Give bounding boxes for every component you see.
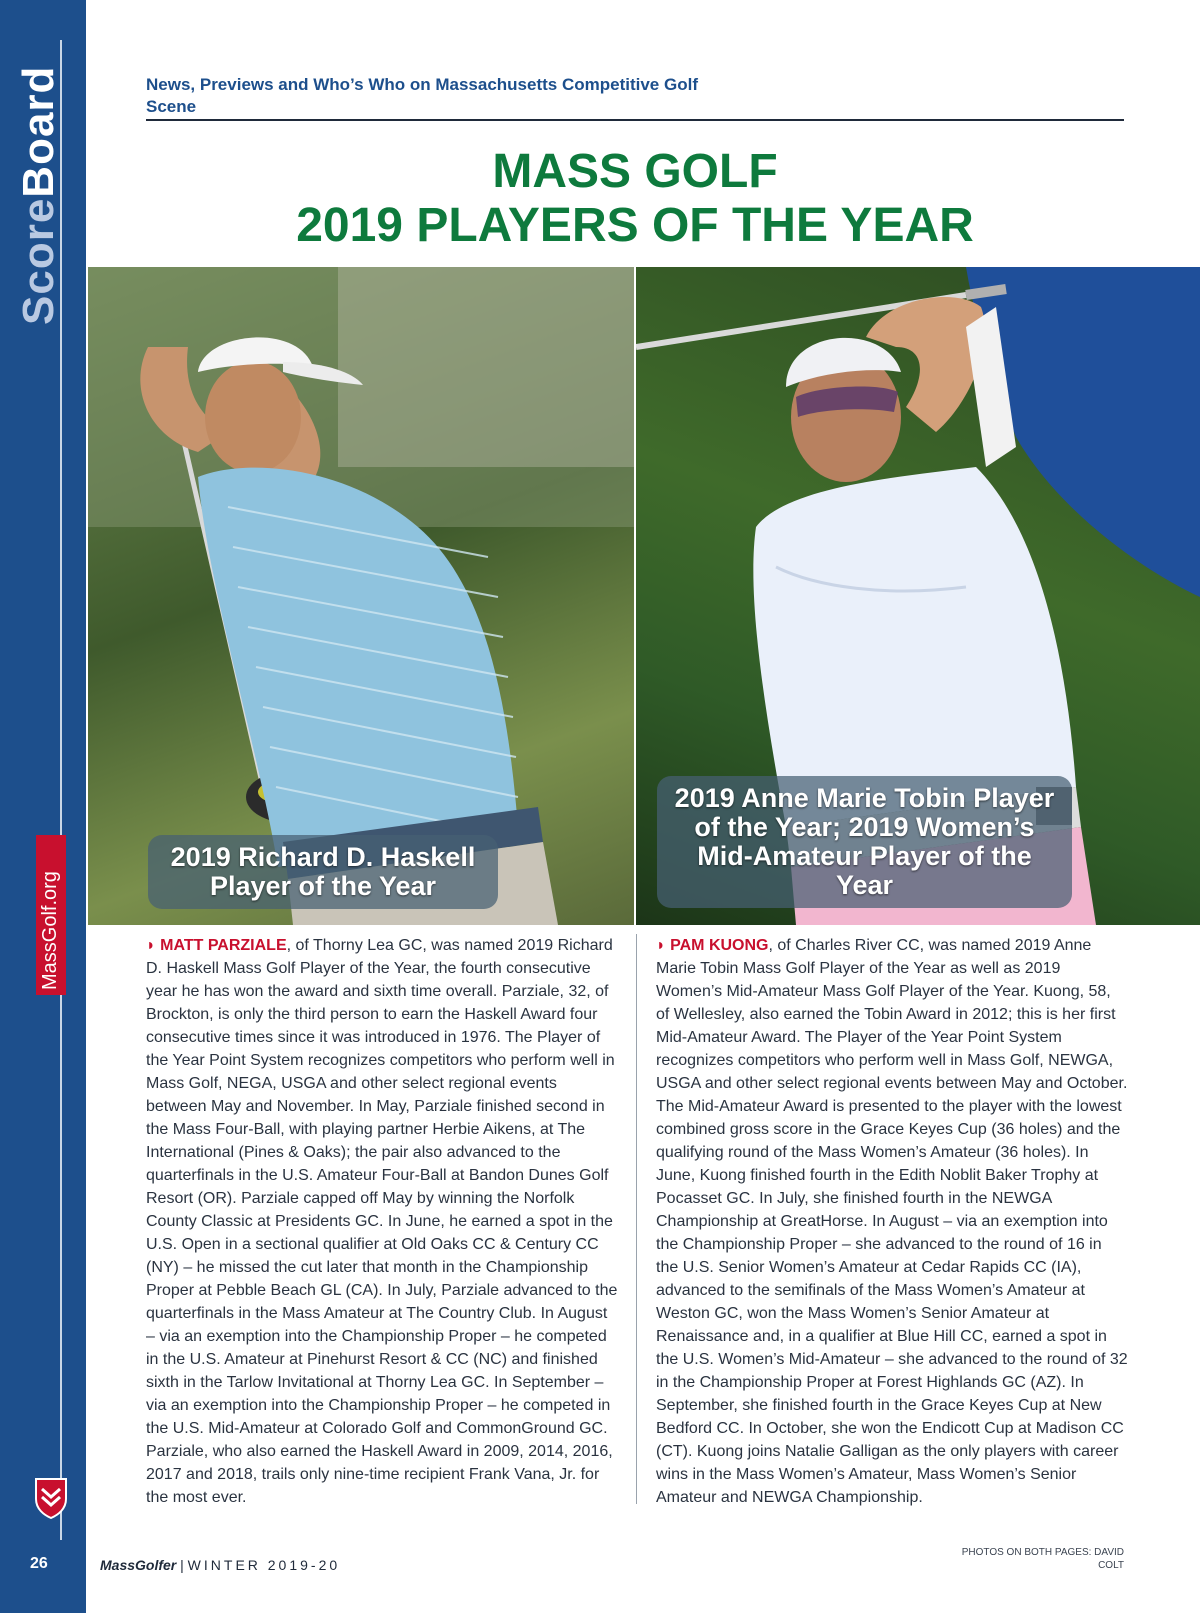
bullet-arrow-icon: ◗ (146, 937, 156, 954)
headline-line-2: 2019 PLAYERS OF THE YEAR (296, 199, 974, 252)
website-url-tab[interactable] (36, 835, 66, 995)
column-divider (636, 934, 637, 1504)
section-spine (0, 0, 86, 1613)
magazine-name: MassGolfer (100, 1557, 177, 1573)
caption-haskell-award: 2019 Richard D. Haskell Player of the Year (148, 835, 498, 909)
magazine-footer (100, 1557, 340, 1573)
article-kuong (656, 934, 1128, 1509)
website-url[interactable]: MassGolf.org (39, 871, 61, 990)
page-headline (146, 145, 1124, 253)
article-text: , of Charles River CC, was named 2019 Anne Marie Tobin Mass Golf Player of the Year as well as 2019 Women’s Mid-Amateur Mass Golf Player of the Year. Kuong, 58, of Wellesley, also earned the Tobin Award in 2012; this is her first Mid-Amateur Award. The Player of the Year Point System recognizes competitors who perform well in Mass Golf, NEWGA, USGA and other select regional events between May and October. The Mid-Amateur Award is presented to the player with the lowest combined gross score in the Grace Keyes Cup (36 holes) and the qualifying round of the Mass Women’s Amateur (36 holes). In June, Kuong finished fourth in the Edith Noblit Baker Trophy at Pocasset GC. In July, she finished fourth in the NEWGA Championship at GreatHorse. In August – via an exemption into the Championship Proper – she advanced to the round of 16 in the U.S. Senior Women’s Amateur at Cedar Rapids CC (IA), advanced to the semifinals of the Mass Women’s Amateur at Weston GC, won the Mass Women’s Senior Amateur at Renaissance and, in a qualifier at Blue Hill CC, earned a spot in the U.S. Women’s Mid-Amateur – she advanced to the round of 32 in the Championship Proper at Forest Highlands GC (AZ). In September, she finished fourth in the Grace Keyes Cup at New Bedford CC. In October, she won the Endicott Cup at Madison CC (CT). Kuong joins Natalie Galligan as the only players with career wins in the Mass Women’s Amateur, Mass Women’s Senior Amateur and NEWGA Championship. (656, 937, 1128, 1506)
player-name: MATT PARZIALE (160, 937, 287, 954)
bullet-arrow-icon: ◗ (656, 937, 666, 954)
section-title-part1: Score (14, 197, 63, 325)
section-title (14, 66, 64, 325)
player-name: PAM KUONG (670, 937, 769, 954)
photo-matt-parziale (88, 267, 634, 925)
mass-golf-shield-icon (34, 1477, 68, 1519)
section-kicker: News, Previews and Who’s Who on Massachusetts Competitive Golf Scene (146, 75, 698, 116)
page-number: 26 (30, 1555, 48, 1572)
section-title-part2: Board (14, 65, 63, 198)
header-rule (146, 119, 1124, 121)
caption-tobin-award: 2019 Anne Marie Tobin Player of the Year; 2019 Women’s Mid-Amateur Player of the Year (657, 776, 1072, 908)
article-text: , of Thorny Lea GC, was named 2019 Richard D. Haskell Mass Golf Player of the Year, the fourth consecutive year he has won the award and sixth time overall. Parziale, 32, of Brockton, is only the third person to earn the Haskell Award four consecutive times since it was introduced in 1976. The Player of the Year Point System recognizes competitors who perform well in Mass Golf, NEGA, USGA and other select regional events between May and November. In May, Parziale finished second in the Mass Four-Ball, with playing partner Herbie Aikens, at The International (Pines & Oaks); the pair also advanced to the quarterfinals in the U.S. Amateur Four-Ball at Bandon Dunes Golf Resort (OR). Parziale capped off May by winning the Norfolk County Classic at Presidents GC. In June, he earned a spot in the U.S. Open in a sectional qualifier at Old Oaks CC & Century CC (NY) – he missed the cut later that month in the Championship Proper at Pebble Beach GL (CA). In July, Parziale advanced to the quarterfinals in the Mass Amateur at The Country Club. In August – via an exemption into the Championship Proper – he competed in the U.S. Amateur at Pinehurst Resort & CC (NC) and finished sixth in the Tarlow Invitational at Thorny Lea GC. In September – via an exemption into the Championship Proper – he competed in the U.S. Mid-Amateur at Colorado Golf and CommonGround GC. Parziale, who also earned the Haskell Award in 2009, 2014, 2016, 2017 and 2018, trails only nine-time recipient Frank Vana, Jr. for the most ever. (146, 937, 618, 1506)
headline-line-1: MASS GOLF (492, 145, 778, 198)
footer-separator: | (180, 1557, 184, 1573)
issue-label: WINTER 2019-20 (187, 1557, 341, 1573)
photo-credit: PHOTOS ON BOTH PAGES: DAVID COLT (961, 1547, 1124, 1571)
article-parziale (146, 934, 618, 1509)
